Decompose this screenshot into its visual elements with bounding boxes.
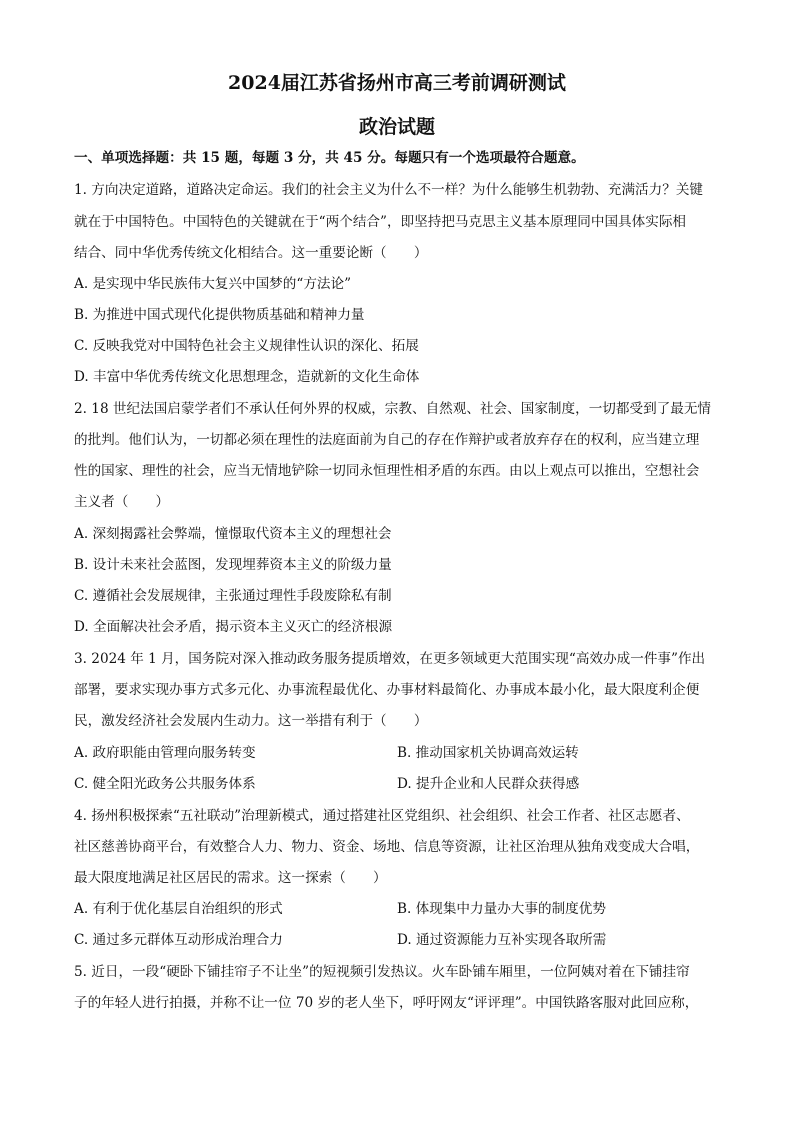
exam-subtitle: 政治试题 (358, 116, 435, 138)
question-1-option-a: A. 是实现中华民族伟大复兴中国梦的“方法论” (74, 276, 352, 292)
question-4-option-c: C. 通过多元群体互动形成治理合力 (74, 932, 283, 948)
question-4-line-3: 最大限度地满足社区居民的需求。这一探索（ ） (74, 870, 387, 886)
question-4-line-1: 4. 扬州积极探索“五社联动”治理新模式，通过搭建社区党组织、社会组织、社会工作者、社区志愿者、 (74, 808, 690, 824)
question-2-option-d: D. 全面解决社会矛盾，揭示资本主义灭亡的经济根源 (74, 619, 393, 635)
question-2-option-b: B. 设计未来社会蓝图，发现埋葬资本主义的阶级力量 (74, 557, 392, 573)
question-5-line-1: 5. 近日，一段“硬卧下铺挂帘子不让坐”的短视频引发热议。火车卧铺车厢里，一位阿姨对着在下铺挂帘 (74, 964, 690, 980)
question-3-option-a: A. 政府职能由管理向服务转变 (74, 745, 256, 761)
question-1-option-c: C. 反映我党对中国特色社会主义规律性认识的深化、拓展 (74, 338, 419, 354)
question-3-option-b: B. 推动国家机关协调高效运转 (397, 745, 579, 761)
question-2-line-1: 2. 18 世纪法国启蒙学者们不承认任何外界的权威，宗教、自然观、社会、国家制度，一切都受到了最无情 (74, 401, 712, 417)
question-2-line-3: 性的国家、理性的社会，应当无情地铲除一切同永恒理性相矛盾的东西。由以上观点可以推出，空想社会 (74, 463, 700, 479)
question-2-line-4: 主义者（ ） (74, 494, 170, 510)
question-1-option-b: B. 为推进中国式现代化提供物质基础和精神力量 (74, 307, 365, 323)
question-2-line-2: 的批判。他们认为，一切都必须在理性的法庭面前为自己的存在作辩护或者放弃存在的权利，应当建立理 (74, 432, 700, 448)
question-5-line-2: 子的年轻人进行拍摄，并称不让一位 70 岁的老人坐下，呼吁网友“评评理”。中国铁路客服对此回应称， (74, 995, 699, 1011)
question-3-line-3: 民，激发经济社会发展内生动力。这一举措有利于（ ） (74, 713, 428, 729)
question-1-option-d: D. 丰富中华优秀传统文化思想理念，造就新的文化生命体 (74, 369, 420, 385)
question-4-option-b: B. 体现集中力量办大事的制度优势 (397, 901, 606, 917)
question-4-option-d: D. 通过资源能力互补实现各取所需 (397, 932, 607, 948)
question-4-line-2: 社区慈善协商平台，有效整合人力、物力、资金、场地、信息等资源，让社区治理从独角戏变成大合唱， (74, 839, 700, 855)
section-heading: 一、单项选择题：共 15 题，每题 3 分，共 45 分。每题只有一个选项最符合题意。 (74, 150, 585, 166)
question-4-option-a: A. 有利于优化基层自治组织的形式 (74, 901, 283, 917)
question-2-option-c: C. 遵循社会发展规律，主张通过理性手段废除私有制 (74, 588, 392, 604)
question-3-line-2: 部署，要求实现办事方式多元化、办事流程最优化、办事材料最简化、办事成本最小化，最大限度利企便 (74, 682, 700, 698)
question-1-line-3: 结合、同中华优秀传统文化相结合。这一重要论断（ ） (74, 245, 428, 261)
question-3-option-c: C. 健全阳光政务公共服务体系 (74, 776, 256, 792)
question-1-line-1: 1. 方向决定道路，道路决定命运。我们的社会主义为什么不一样？为什么能够生机勃勃、充满活力？关键 (74, 182, 704, 198)
question-2-option-a: A. 深刻揭露社会弊端，憧憬取代资本主义的理想社会 (74, 526, 392, 542)
question-1-line-2: 就在于中国特色。中国特色的关键就在于“两个结合”，即坚持把马克思主义基本原理同中国具体实际相 (74, 214, 687, 230)
exam-title: 2024届江苏省扬州市高三考前调研测试 (228, 72, 566, 94)
question-3-line-1: 3. 2024 年 1 月，国务院对深入推动政务服务提质增效，在更多领域更大范围实现“高效办成一件事”作出 (74, 651, 706, 667)
question-3-option-d: D. 提升企业和人民群众获得感 (397, 776, 580, 792)
